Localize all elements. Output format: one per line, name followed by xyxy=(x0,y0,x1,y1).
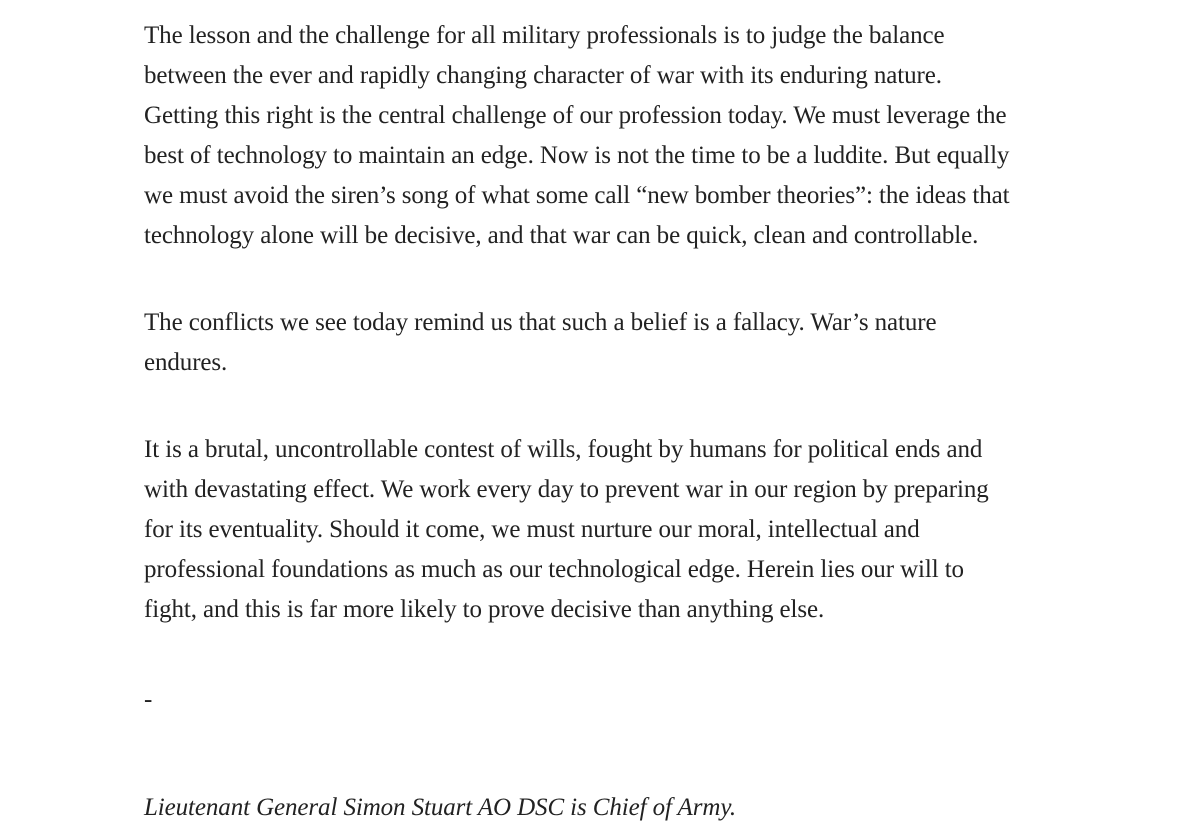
section-separator: - xyxy=(144,686,153,713)
paragraph-line: fight, and this is far more likely to prove decisive than anything else. xyxy=(144,596,825,623)
paragraph-line: endures. xyxy=(144,349,228,376)
article-paragraph-3 xyxy=(144,430,989,630)
paragraph-line: best of technology to maintain an edge. Now is not the time to be a luddite. But equally xyxy=(144,142,1010,169)
paragraph-line: technology alone will be decisive, and that war can be quick, clean and controllable. xyxy=(144,222,979,249)
paragraph-line: professional foundations as much as our technological edge. Herein lies our will to xyxy=(144,556,964,583)
article-paragraph-2 xyxy=(144,303,937,383)
paragraph-line: for its eventuality. Should it come, we must nurture our moral, intellectual and xyxy=(144,516,920,543)
author-note: Lieutenant General Simon Stuart AO DSC is Chief of Army. xyxy=(144,794,737,821)
paragraph-line: with devastating effect. We work every day to prevent war in our region by preparing xyxy=(144,476,989,503)
article-paragraph-1 xyxy=(144,16,1009,256)
paragraph-line: It is a brutal, uncontrollable contest of wills, fought by humans for political ends and xyxy=(144,436,983,463)
paragraph-line: Getting this right is the central challenge of our profession today. We must leverage the xyxy=(144,102,1007,129)
paragraph-line: The lesson and the challenge for all military professionals is to judge the balance xyxy=(144,22,945,49)
paragraph-line: we must avoid the siren’s song of what some call “new bomber theories”: the ideas that xyxy=(144,182,1010,209)
paragraph-line: The conflicts we see today remind us that such a belief is a fallacy. War’s nature xyxy=(144,309,937,336)
paragraph-line: between the ever and rapidly changing character of war with its enduring nature. xyxy=(144,62,942,89)
